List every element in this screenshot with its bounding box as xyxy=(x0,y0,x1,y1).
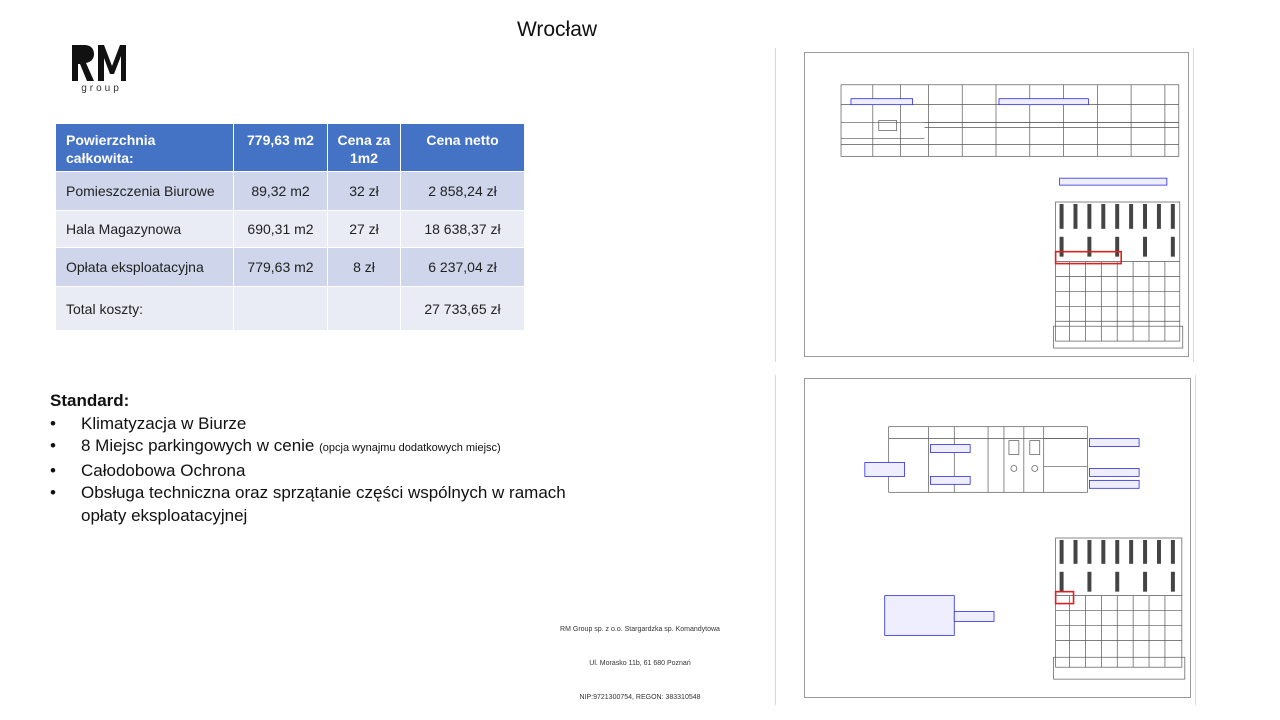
footer-company: RM Group sp. z o.o. Stargardzka sp. Komandytowa xyxy=(560,626,720,633)
row-area: 779,63 m2 xyxy=(234,248,328,287)
total-label: Total koszty: xyxy=(56,287,234,331)
header-price-per-m2: Cena za 1m2 xyxy=(328,124,401,172)
header-total-area-value: 779,63 m2 xyxy=(234,124,328,172)
rm-logo-mark xyxy=(70,44,128,82)
total-unit-empty xyxy=(328,287,401,331)
divider-right-bottom xyxy=(1195,375,1196,705)
standard-list xyxy=(50,413,610,528)
logo-subtitle: group xyxy=(81,83,122,94)
row-net-price: 6 237,04 zł xyxy=(401,248,525,287)
total-net-price: 27 733,65 zł xyxy=(401,287,525,331)
table-row xyxy=(56,211,525,248)
row-net-price: 2 858,24 zł xyxy=(401,172,525,211)
standard-item-parking xyxy=(50,435,610,460)
page-title: Wrocław xyxy=(516,18,598,41)
header-net-price: Cena netto xyxy=(401,124,525,172)
row-unit-price: 32 zł xyxy=(328,172,401,211)
standard-item-air-conditioning xyxy=(50,413,610,436)
standard-item-text: Klimatyzacja w Biurze xyxy=(81,413,247,433)
row-area: 89,32 m2 xyxy=(234,172,328,211)
divider-top xyxy=(775,48,776,362)
header-total-area-label: Powierzchnia całkowita: xyxy=(56,124,234,172)
floor-plan-1 xyxy=(804,52,1189,357)
table-total-row xyxy=(56,287,525,331)
standard-item-maintenance xyxy=(50,482,610,527)
row-area: 690,31 m2 xyxy=(234,211,328,248)
standard-item-text: Obsługa techniczna oraz sprzątanie części wspólnych w ramach opłaty eksploatacyjnej xyxy=(81,483,566,525)
row-label: Opłata eksploatacyjna xyxy=(56,248,234,287)
row-label: Pomieszczenia Biurowe xyxy=(56,172,234,211)
table-row xyxy=(56,172,525,211)
standard-item-note: (opcja wynajmu dodatkowych miejsc) xyxy=(319,442,501,454)
standard-item-security xyxy=(50,460,610,483)
divider-right-top xyxy=(1193,48,1194,362)
footer-ids: NIP:9721300754, REGON: 383310548 xyxy=(579,694,701,701)
row-net-price: 18 638,37 zł xyxy=(401,211,525,248)
price-table xyxy=(55,123,525,331)
row-unit-price: 8 zł xyxy=(328,248,401,287)
total-area-empty xyxy=(234,287,328,331)
standard-item-text: 8 Miejsc parkingowych w cenie xyxy=(81,436,315,455)
standard-item-text: Całodobowa Ochrona xyxy=(81,460,246,480)
table-row xyxy=(56,248,525,287)
standard-section xyxy=(50,390,610,527)
floor-plan-2-drawing xyxy=(805,379,1190,697)
table-header-row xyxy=(56,124,525,172)
floor-plan-1-drawing xyxy=(805,53,1188,356)
company-logo xyxy=(70,44,130,96)
standard-heading: Standard: xyxy=(50,391,130,410)
floor-plan-2 xyxy=(804,378,1191,698)
divider-bottom xyxy=(775,375,776,705)
row-label: Hala Magazynowa xyxy=(56,211,234,248)
footer-address: Ul. Morasko 11b, 61 680 Poznań xyxy=(589,660,691,667)
row-unit-price: 27 zł xyxy=(328,211,401,248)
